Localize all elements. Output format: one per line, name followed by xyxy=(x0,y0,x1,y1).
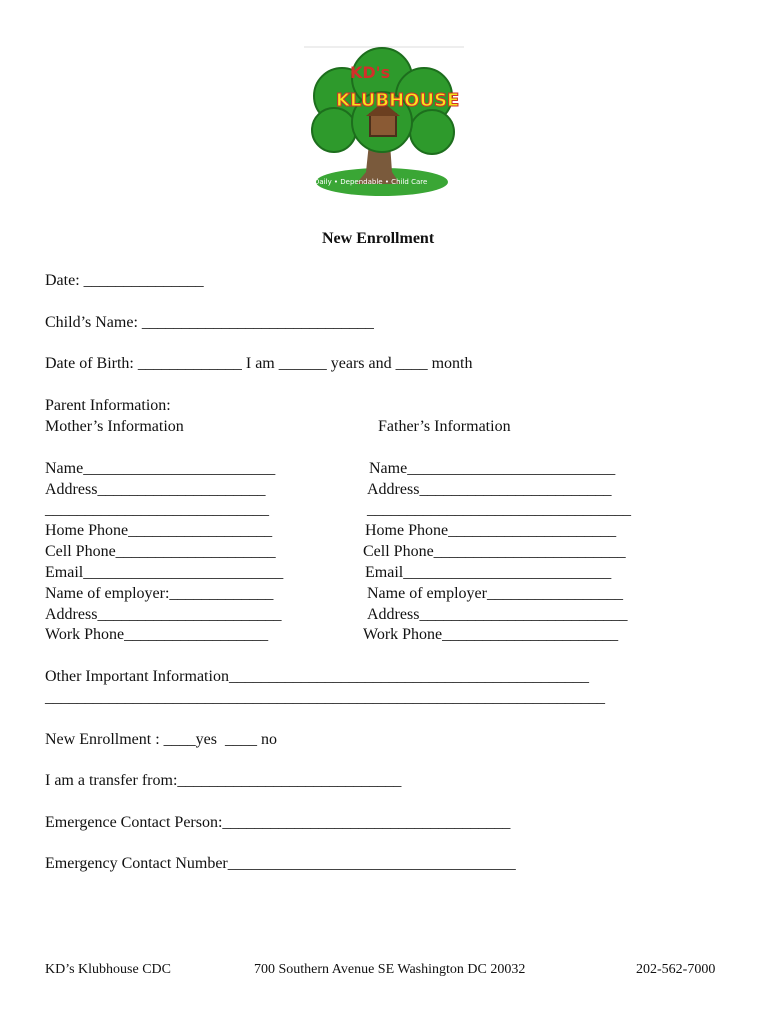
klubhouse-logo xyxy=(300,44,468,200)
father-cell-phone-field[interactable]: Cell Phone________________________ xyxy=(363,543,626,560)
emergency-contact-person-field[interactable]: Emergence Contact Person:____________________________________ xyxy=(45,814,511,831)
parent-info-heading: Parent Information: xyxy=(45,397,171,414)
father-name-field[interactable]: Name__________________________ xyxy=(369,460,616,477)
father-heading: Father’s Information xyxy=(378,418,511,435)
child-name-field[interactable]: Child’s Name: _____________________________ xyxy=(45,314,374,331)
mother-cell-phone-field[interactable]: Cell Phone____________________ xyxy=(45,543,276,560)
father-home-phone-field[interactable]: Home Phone_____________________ xyxy=(365,522,617,539)
form-title: New Enrollment xyxy=(322,230,435,247)
mother-address-field[interactable]: Address_____________________ xyxy=(45,481,266,498)
date-field[interactable]: Date: _______________ xyxy=(45,272,204,289)
mother-name-field[interactable]: Name________________________ xyxy=(45,460,276,477)
father-email-field[interactable]: Email__________________________ xyxy=(365,564,612,581)
father-address-field[interactable]: Address________________________ xyxy=(367,481,612,498)
mother-employer-field[interactable]: Name of employer:_____________ xyxy=(45,585,274,602)
footer-address: 700 Southern Avenue SE Washington DC 20032 xyxy=(254,962,526,977)
svg-text:KD's: KD's xyxy=(350,63,391,82)
other-info-line2[interactable]: ______________________________________________________________________ xyxy=(45,689,605,706)
mother-employer-address-field[interactable]: Address_______________________ xyxy=(45,606,282,623)
father-address-line2[interactable]: _________________________________ xyxy=(367,501,631,518)
transfer-from-field[interactable]: I am a transfer from:____________________________ xyxy=(45,772,402,789)
mother-home-phone-field[interactable]: Home Phone__________________ xyxy=(45,522,273,539)
mother-work-phone-field[interactable]: Work Phone__________________ xyxy=(45,626,269,643)
dob-age-field[interactable]: Date of Birth: _____________ I am ______ years and ____ month xyxy=(45,355,473,372)
new-enrollment-choice[interactable]: New Enrollment : ____yes ____ no xyxy=(45,731,277,748)
other-info-field[interactable]: Other Important Information_____________________________________________ xyxy=(45,668,589,685)
mother-email-field[interactable]: Email_________________________ xyxy=(45,564,284,581)
svg-text:KLUBHOUSE: KLUBHOUSE xyxy=(336,90,460,111)
mother-heading: Mother’s Information xyxy=(45,418,184,435)
father-employer-field[interactable]: Name of employer_________________ xyxy=(367,585,623,602)
svg-text:Daily • Dependable • Child Car: Daily • Dependable • Child Care xyxy=(314,178,428,186)
footer-org: KD’s Klubhouse CDC xyxy=(45,962,172,977)
father-employer-address-field[interactable]: Address__________________________ xyxy=(367,606,628,623)
father-work-phone-field[interactable]: Work Phone______________________ xyxy=(363,626,619,643)
emergency-contact-number-field[interactable]: Emergency Contact Number____________________________________ xyxy=(45,855,516,872)
mother-address-line2[interactable]: ____________________________ xyxy=(45,501,269,518)
footer-phone: 202-562-7000 xyxy=(636,962,716,977)
